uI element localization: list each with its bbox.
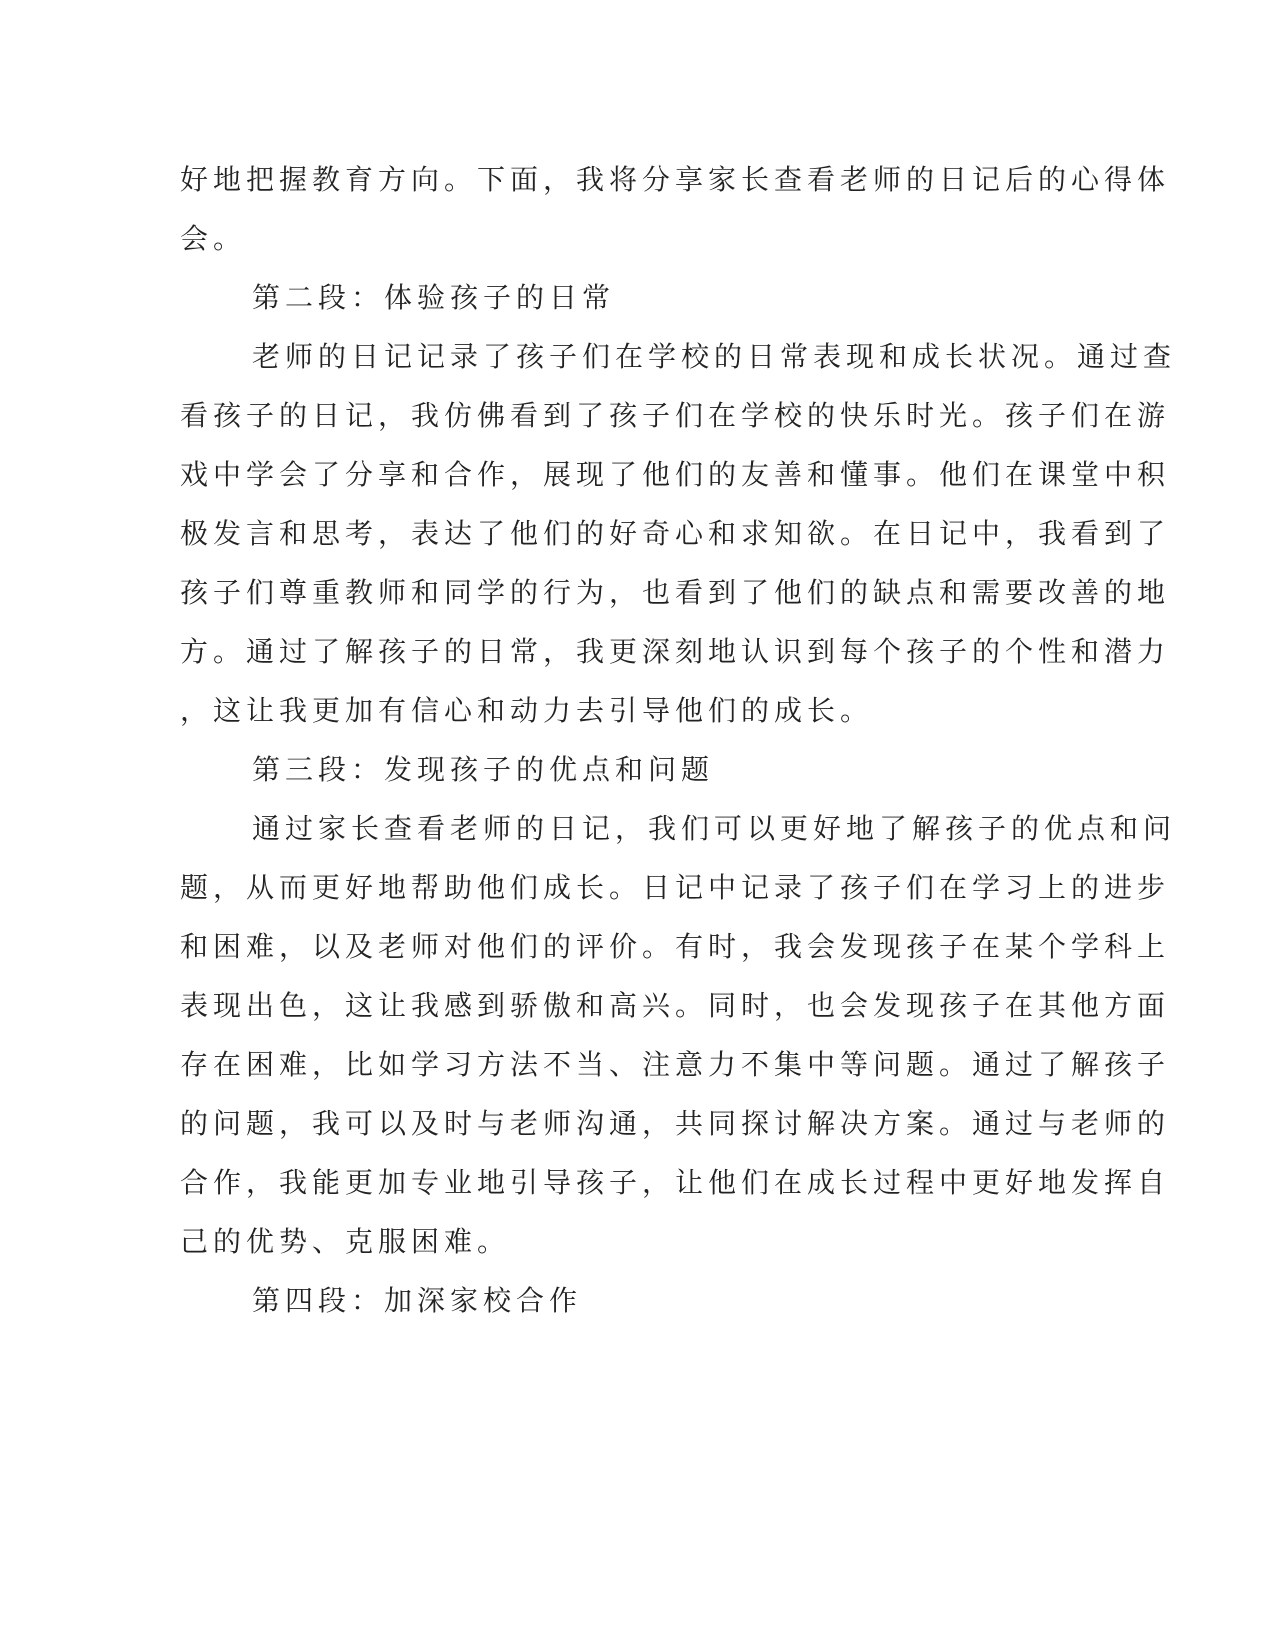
- text-line: 方。通过了解孩子的日常，我更深刻地认识到每个孩子的个性和潜力: [180, 635, 1171, 668]
- text-line: 老师的日记记录了孩子们在学校的日常表现和成长状况。通过查: [252, 340, 1177, 373]
- text-line: 己的优势、克服困难。: [180, 1225, 511, 1258]
- text-line: 戏中学会了分享和合作，展现了他们的友善和懂事。他们在课堂中积: [180, 458, 1171, 491]
- section-heading-4: 第四段：加深家校合作: [252, 1284, 583, 1317]
- text-line: 好地把握教育方向。下面，我将分享家长查看老师的日记后的心得体: [180, 163, 1171, 196]
- text-line: 孩子们尊重教师和同学的行为，也看到了他们的缺点和需要改善的地: [180, 576, 1171, 609]
- text-line: 题，从而更好地帮助他们成长。日记中记录了孩子们在学习上的进步: [180, 871, 1171, 904]
- text-line: 极发言和思考，表达了他们的好奇心和求知欲。在日记中，我看到了: [180, 517, 1171, 550]
- text-line: 和困难，以及老师对他们的评价。有时，我会发现孩子在某个学科上: [180, 930, 1171, 963]
- text-line: 合作，我能更加专业地引导孩子，让他们在成长过程中更好地发挥自: [180, 1166, 1171, 1199]
- text-line: 看孩子的日记，我仿佛看到了孩子们在学校的快乐时光。孩子们在游: [180, 399, 1171, 432]
- text-line: 表现出色，这让我感到骄傲和高兴。同时，也会发现孩子在其他方面: [180, 989, 1171, 1022]
- section-heading-2: 第二段：体验孩子的日常: [252, 281, 616, 314]
- text-line: ，这让我更加有信心和动力去引导他们的成长。: [180, 694, 874, 727]
- text-line: 的问题，我可以及时与老师沟通，共同探讨解决方案。通过与老师的: [180, 1107, 1171, 1140]
- text-line: 会。: [180, 222, 247, 255]
- section-heading-3: 第三段：发现孩子的优点和问题: [252, 753, 715, 786]
- text-line: 通过家长查看老师的日记，我们可以更好地了解孩子的优点和问: [252, 812, 1177, 845]
- text-line: 存在困难，比如学习方法不当、注意力不集中等问题。通过了解孩子: [180, 1048, 1171, 1081]
